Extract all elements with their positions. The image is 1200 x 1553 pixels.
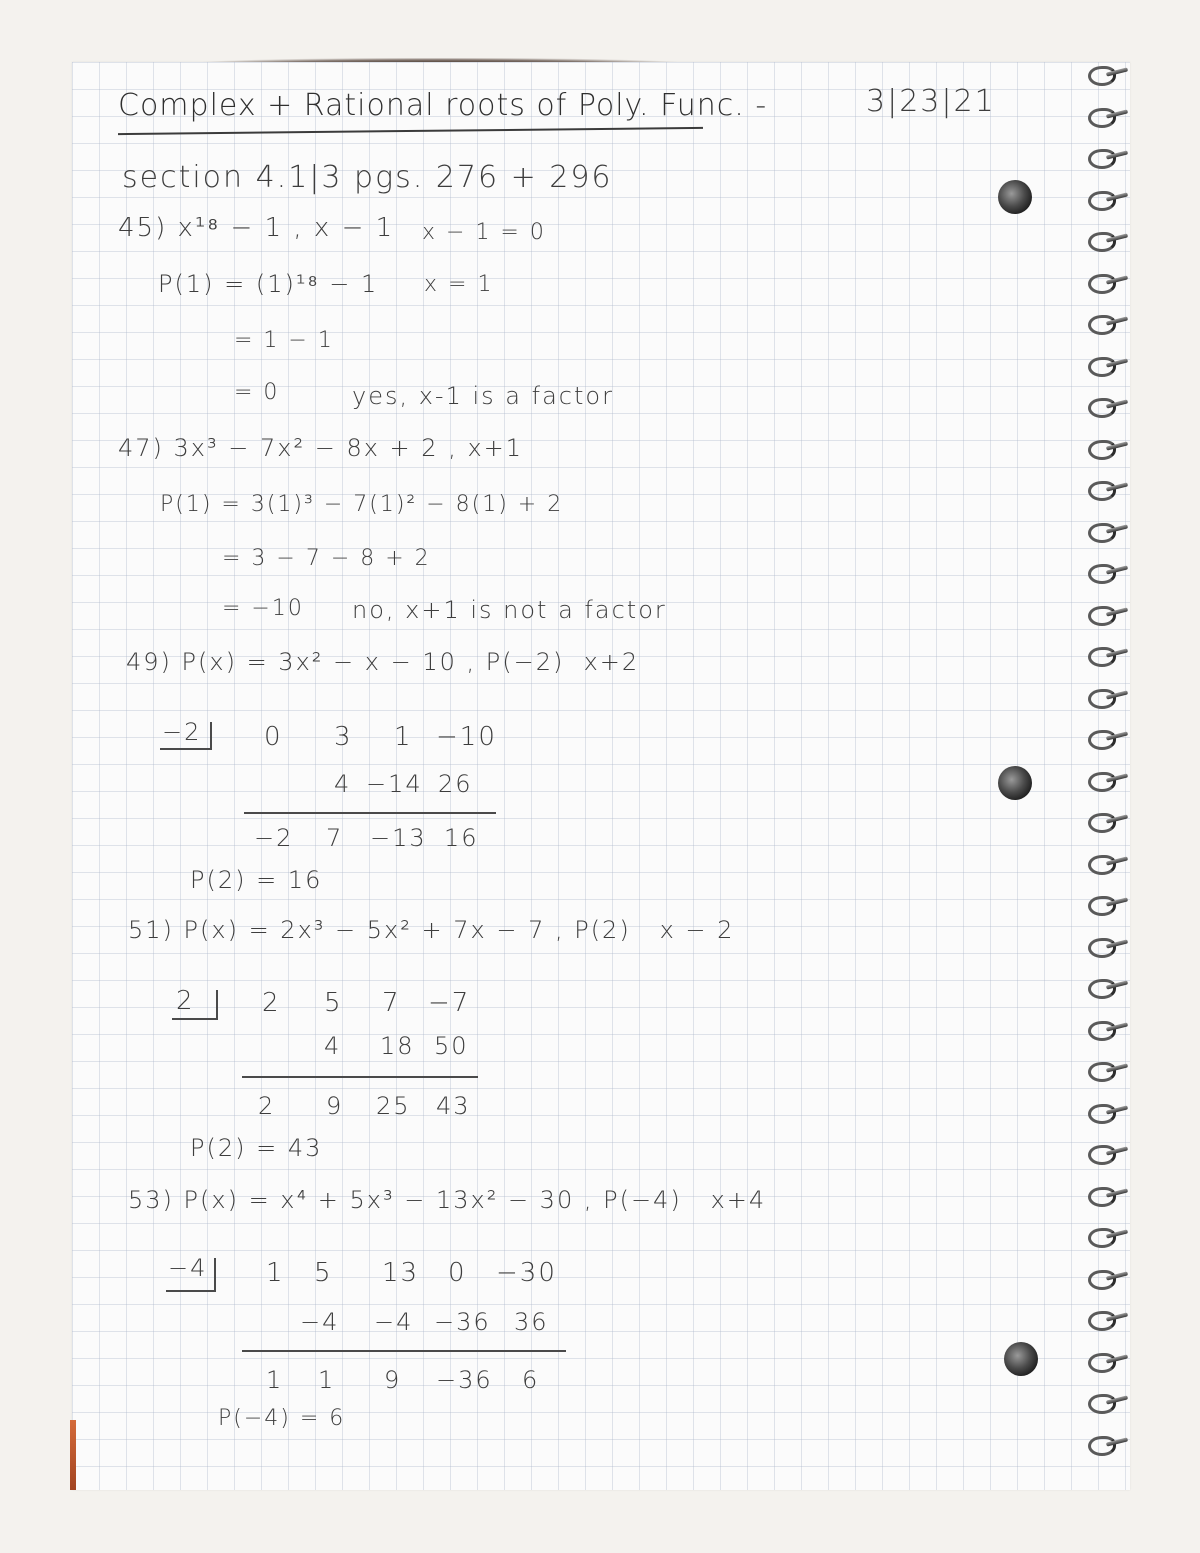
p47-line1: 47) 3x³ − 7x² − 8x + 2 , x+1 bbox=[118, 434, 524, 462]
p53-line1: 53) P(x) = x⁴ + 5x³ − 13x² − 30 , P(−4) x+4 bbox=[128, 1186, 767, 1214]
p53-r3-c2: 1 bbox=[318, 1366, 336, 1394]
p51-divisor-underline bbox=[172, 1018, 218, 1020]
coil-loop bbox=[1088, 1436, 1116, 1456]
coil-loop bbox=[1088, 440, 1116, 460]
page-title: Complex + Rational roots of Poly. Func. - bbox=[118, 88, 768, 123]
spiral-coil bbox=[1086, 1104, 1130, 1120]
spiral-coil bbox=[1086, 1187, 1130, 1203]
p49-r3-c2: 7 bbox=[326, 824, 344, 852]
coil-loop bbox=[1088, 606, 1116, 626]
spiral-coil bbox=[1086, 730, 1130, 746]
p47-line4: = −10 bbox=[222, 596, 304, 621]
p45-line3: = 1 − 1 bbox=[234, 328, 334, 353]
coil-loop bbox=[1088, 730, 1116, 750]
spiral-coil bbox=[1086, 440, 1130, 456]
p51-r1-c1: 2 bbox=[262, 988, 281, 1018]
spiral-coil bbox=[1086, 1353, 1130, 1369]
p49-r2-c4: 26 bbox=[438, 770, 473, 798]
p53-divisor: −4 bbox=[168, 1254, 208, 1282]
spiral-coil bbox=[1086, 813, 1130, 829]
p53-divisor-bar bbox=[214, 1258, 216, 1292]
coil-loop bbox=[1088, 938, 1116, 958]
section-reference: section 4.1|3 pgs. 276 + 296 bbox=[122, 160, 613, 195]
spiral-coil bbox=[1086, 66, 1130, 82]
p49-r1-c1: 0 bbox=[264, 722, 283, 752]
p47-line2: P(1) = 3(1)³ − 7(1)² − 8(1) + 2 bbox=[160, 492, 564, 517]
spiral-coil bbox=[1086, 1021, 1130, 1037]
p51-divisor-bar bbox=[216, 990, 218, 1020]
spiral-coil bbox=[1086, 315, 1130, 331]
p49-result: P(2) = 16 bbox=[190, 866, 323, 894]
spiral-coil bbox=[1086, 689, 1130, 705]
coil-loop bbox=[1088, 1394, 1116, 1414]
p53-divisor-underline bbox=[166, 1290, 216, 1292]
p51-r1-c4: −7 bbox=[428, 988, 471, 1018]
spiral-coil bbox=[1086, 1062, 1130, 1078]
p51-r3-c1: 2 bbox=[258, 1092, 276, 1120]
p49-r3-c1: −2 bbox=[254, 824, 294, 852]
coil-loop bbox=[1088, 896, 1116, 916]
spiral-coil bbox=[1086, 896, 1130, 912]
p49-r3-c4: 16 bbox=[444, 824, 479, 852]
spiral-coil bbox=[1086, 232, 1130, 248]
p53-r2-c5: 36 bbox=[514, 1308, 549, 1336]
binder-hole-bottom bbox=[1004, 1342, 1038, 1376]
p49-line1: 49) P(x) = 3x² − x − 10 , P(−2) x+2 bbox=[126, 648, 640, 676]
coil-loop bbox=[1088, 855, 1116, 875]
coil-loop bbox=[1088, 66, 1116, 86]
p53-sum-line bbox=[242, 1350, 566, 1352]
p45-line2: P(1) = (1)¹⁸ − 1 bbox=[158, 270, 379, 298]
coil-loop bbox=[1088, 1228, 1116, 1248]
p53-r2-c3: −4 bbox=[374, 1308, 414, 1336]
spiral-coil bbox=[1086, 606, 1130, 622]
p51-r3-c4: 43 bbox=[436, 1092, 471, 1120]
spiral-coil bbox=[1086, 1436, 1130, 1452]
spiral-coil bbox=[1086, 1228, 1130, 1244]
coil-loop bbox=[1088, 1062, 1116, 1082]
spiral-coil bbox=[1086, 398, 1130, 414]
p49-r2-c3: −14 bbox=[366, 770, 423, 798]
coil-loop bbox=[1088, 1104, 1116, 1124]
p49-sum-line bbox=[244, 812, 496, 814]
p49-divisor: −2 bbox=[162, 718, 202, 746]
coil-loop bbox=[1088, 108, 1116, 128]
p45-line4: = 0 bbox=[234, 380, 280, 405]
p49-divisor-bar bbox=[210, 722, 212, 750]
p53-r1-c1: 1 bbox=[266, 1258, 285, 1288]
spiral-coil bbox=[1086, 855, 1130, 871]
p49-r1-c4: −10 bbox=[436, 722, 497, 752]
p51-r2-c4: 50 bbox=[434, 1032, 469, 1060]
binder-hole-middle bbox=[998, 766, 1032, 800]
p53-r2-c4: −36 bbox=[434, 1308, 491, 1336]
p53-r1-c4: 0 bbox=[448, 1258, 467, 1288]
coil-loop bbox=[1088, 772, 1116, 792]
p49-r1-c3: 1 bbox=[394, 722, 413, 752]
p51-divisor: 2 bbox=[176, 986, 195, 1016]
spiral-coil bbox=[1086, 1270, 1130, 1286]
coil-loop bbox=[1088, 1311, 1116, 1331]
spiral-coil bbox=[1086, 523, 1130, 539]
p47-conclusion: no, x+1 is not a factor bbox=[352, 596, 667, 624]
coil-loop bbox=[1088, 1021, 1116, 1041]
spiral-coil bbox=[1086, 564, 1130, 580]
spiral-coil bbox=[1086, 1311, 1130, 1327]
p49-r2-c2: 4 bbox=[334, 770, 352, 798]
p53-r3-c5: 6 bbox=[522, 1366, 540, 1394]
spiral-coil bbox=[1086, 772, 1130, 788]
spiral-coil bbox=[1086, 149, 1130, 165]
p45-line1b: x − 1 = 0 bbox=[422, 220, 546, 245]
binder-hole-top bbox=[998, 180, 1032, 214]
p53-r3-c3: 9 bbox=[384, 1366, 402, 1394]
coil-loop bbox=[1088, 398, 1116, 418]
coil-loop bbox=[1088, 523, 1116, 543]
spiral-coil bbox=[1086, 647, 1130, 663]
p49-r3-c3: −13 bbox=[370, 824, 427, 852]
p53-r2-c2: −4 bbox=[300, 1308, 340, 1336]
p51-r3-c3: 25 bbox=[376, 1092, 411, 1120]
p51-r3-c2: 9 bbox=[326, 1092, 344, 1120]
coil-loop bbox=[1088, 481, 1116, 501]
spiral-coil bbox=[1086, 979, 1130, 995]
spiral-coil bbox=[1086, 481, 1130, 497]
spiral-coil bbox=[1086, 274, 1130, 290]
coil-loop bbox=[1088, 357, 1116, 377]
coil-loop bbox=[1088, 315, 1116, 335]
spiral-coil bbox=[1086, 1145, 1130, 1161]
spiral-coil bbox=[1086, 1394, 1130, 1410]
p51-r1-c3: 7 bbox=[382, 988, 401, 1018]
p45-line2b: x = 1 bbox=[424, 272, 494, 297]
p53-r3-c4: −36 bbox=[436, 1366, 493, 1394]
coil-loop bbox=[1088, 232, 1116, 252]
p53-r1-c5: −30 bbox=[496, 1258, 557, 1288]
p53-result: P(−4) = 6 bbox=[218, 1406, 346, 1431]
coil-loop bbox=[1088, 813, 1116, 833]
coil-loop bbox=[1088, 647, 1116, 667]
coil-loop bbox=[1088, 149, 1116, 169]
p45-line1: 45) x¹⁸ − 1 , x − 1 bbox=[118, 213, 395, 243]
coil-loop bbox=[1088, 1353, 1116, 1373]
coil-loop bbox=[1088, 1145, 1116, 1165]
p51-sum-line bbox=[242, 1076, 478, 1078]
page-date: 3|23|21 bbox=[866, 84, 996, 119]
coil-loop bbox=[1088, 1270, 1116, 1290]
p47-line3: = 3 − 7 − 8 + 2 bbox=[222, 546, 431, 571]
spiral-binding bbox=[1086, 66, 1132, 1486]
p51-r2-c3: 18 bbox=[380, 1032, 415, 1060]
spiral-coil bbox=[1086, 357, 1130, 373]
spiral-coil bbox=[1086, 108, 1130, 124]
coil-loop bbox=[1088, 689, 1116, 709]
p45-conclusion: yes, x-1 is a factor bbox=[352, 382, 614, 410]
coil-loop bbox=[1088, 1187, 1116, 1207]
p53-r1-c3: 13 bbox=[382, 1258, 420, 1288]
p53-r1-c2: 5 bbox=[314, 1258, 333, 1288]
p49-divisor-underline bbox=[160, 748, 212, 750]
notebook-cover-edge bbox=[70, 1420, 76, 1490]
coil-loop bbox=[1088, 191, 1116, 211]
p51-result: P(2) = 43 bbox=[190, 1134, 323, 1162]
coil-loop bbox=[1088, 979, 1116, 999]
p51-r2-c2: 4 bbox=[324, 1032, 342, 1060]
p51-r1-c2: 5 bbox=[324, 988, 343, 1018]
p53-r3-c1: 1 bbox=[266, 1366, 284, 1394]
spiral-coil bbox=[1086, 191, 1130, 207]
p51-line1: 51) P(x) = 2x³ − 5x² + 7x − 7 , P(2) x − 2 bbox=[128, 916, 735, 944]
spiral-coil bbox=[1086, 938, 1130, 954]
p49-r1-c2: 3 bbox=[334, 722, 353, 752]
coil-loop bbox=[1088, 274, 1116, 294]
coil-loop bbox=[1088, 564, 1116, 584]
